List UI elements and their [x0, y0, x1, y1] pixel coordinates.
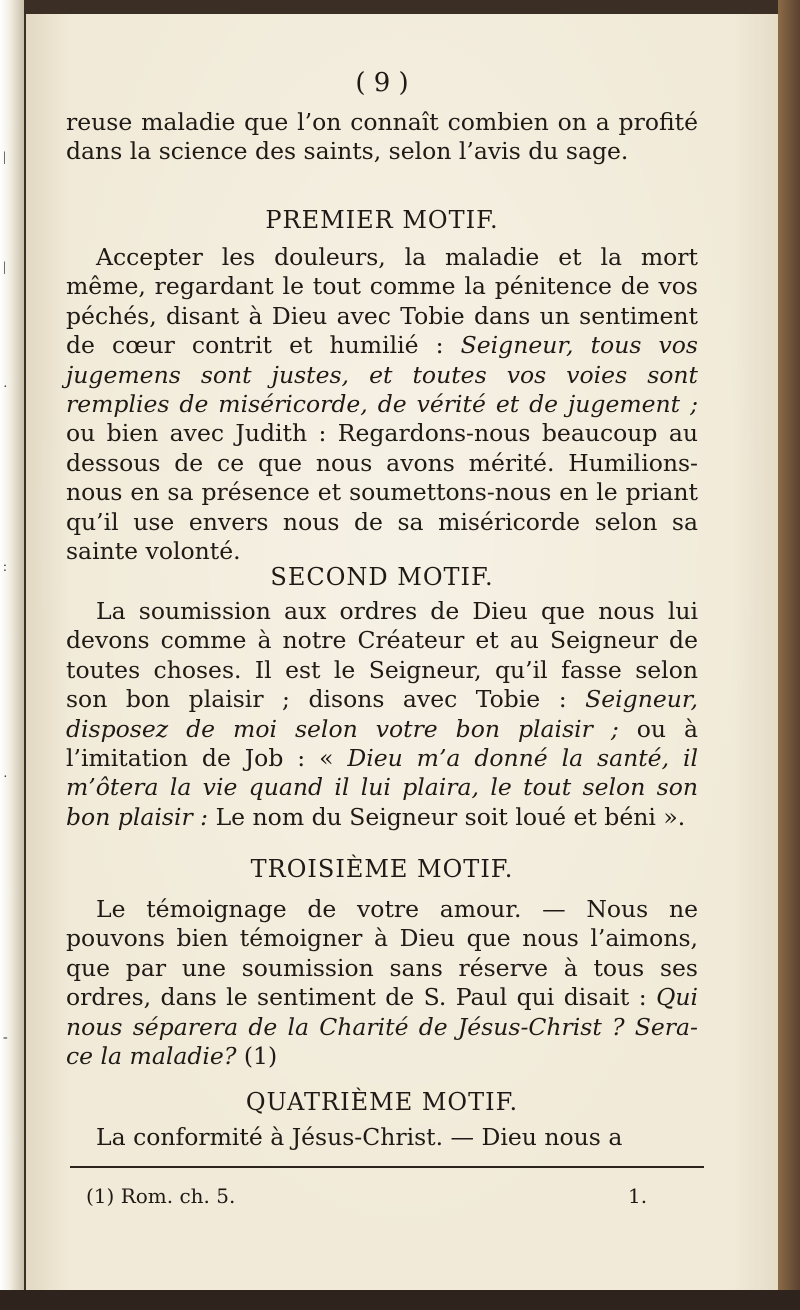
book-top-edge	[0, 0, 800, 14]
footnote-divider	[70, 1166, 704, 1168]
section-heading-quatrieme: QUATRIÈME MOTIF.	[245, 1088, 519, 1116]
section-paragraph-quatrieme: La conformité à Jésus-Christ. — Dieu nous a	[96, 1123, 623, 1151]
paragraph-text: Le témoignage de votre amour. — Nous ne pouvons bien témoigner à Dieu que nous l’aimons, que par une soumission sans réserve à tous ses ordres, dans le sentiment de S. Paul qui disait :	[66, 895, 698, 1012]
section-heading-premier: PREMIER MOTIF.	[265, 206, 499, 234]
paragraph-text: Le nom du Seigneur soit loué et béni ».	[208, 802, 686, 831]
italic-quote: Dieu m’a donné la santé, il m’ôtera la vie quand il lui plaira, le tout selon son bon plaisir :	[66, 744, 698, 831]
margin-mark: |	[3, 150, 6, 165]
footnote: (1) Rom. ch. 5.	[86, 1184, 236, 1208]
margin-mark: ·	[3, 380, 8, 395]
margin-mark: |	[3, 260, 6, 275]
section-paragraph-troisieme	[66, 895, 698, 1071]
paragraph-text: ou bien avec Judith : Regardons-nous beaucoup au dessous de ce que nous avons mérité. Humilions-nous en sa présence et soumettons-nous en le priant qu’il use envers nous de sa miséricorde selon sa sainte volonté.	[66, 419, 698, 566]
paragraph-text: Accepter les douleurs, la maladie et la mort même, regardant le tout comme la pénitence de vos péchés, disant à Dieu avec Tobie dans un sentiment de cœur contrit et humilié :	[66, 243, 698, 360]
italic-quote: Seigneur, disposez de moi selon votre bon plaisir ;	[66, 685, 698, 743]
footnote-reference: (1)	[236, 1042, 278, 1071]
paragraph-text: ou à l’imitation de Job : «	[66, 714, 698, 773]
section-paragraph-second	[66, 597, 698, 832]
book-binding-edge	[778, 0, 800, 1310]
italic-quote: Seigneur, tous vos jugemens sont justes, et toutes vos voies sont remplies de miséricorde, de vérité et de jugement ;	[66, 331, 698, 419]
margin-mark: -	[3, 1030, 8, 1045]
book-bottom-edge	[0, 1290, 800, 1310]
paragraph-text: La soumission aux ordres de Dieu que nous lui devons comme à notre Créateur et au Seigneur de toutes choses. Il est le Seigneur, qu’il fasse selon son bon plaisir ; disons avec Tobie :	[66, 597, 698, 714]
section-heading-troisieme: TROISIÈME MOTIF.	[250, 855, 514, 883]
page-number: ( 9 )	[355, 68, 409, 98]
italic-quote: Qui nous séparera de la Charité de Jésus-Christ ? Sera-ce la maladie?	[66, 983, 698, 1071]
margin-mark: ·	[3, 770, 8, 785]
signature-mark: 1.	[628, 1184, 648, 1208]
intro-paragraph: reuse maladie que l’on connaît combien on a profité dans la science des saints, selon l’avis du sage.	[66, 108, 698, 166]
section-paragraph-premier	[66, 243, 698, 566]
section-heading-second: SECOND MOTIF.	[270, 563, 494, 591]
adjacent-page-edge	[0, 0, 24, 1310]
margin-mark: :	[3, 560, 7, 575]
